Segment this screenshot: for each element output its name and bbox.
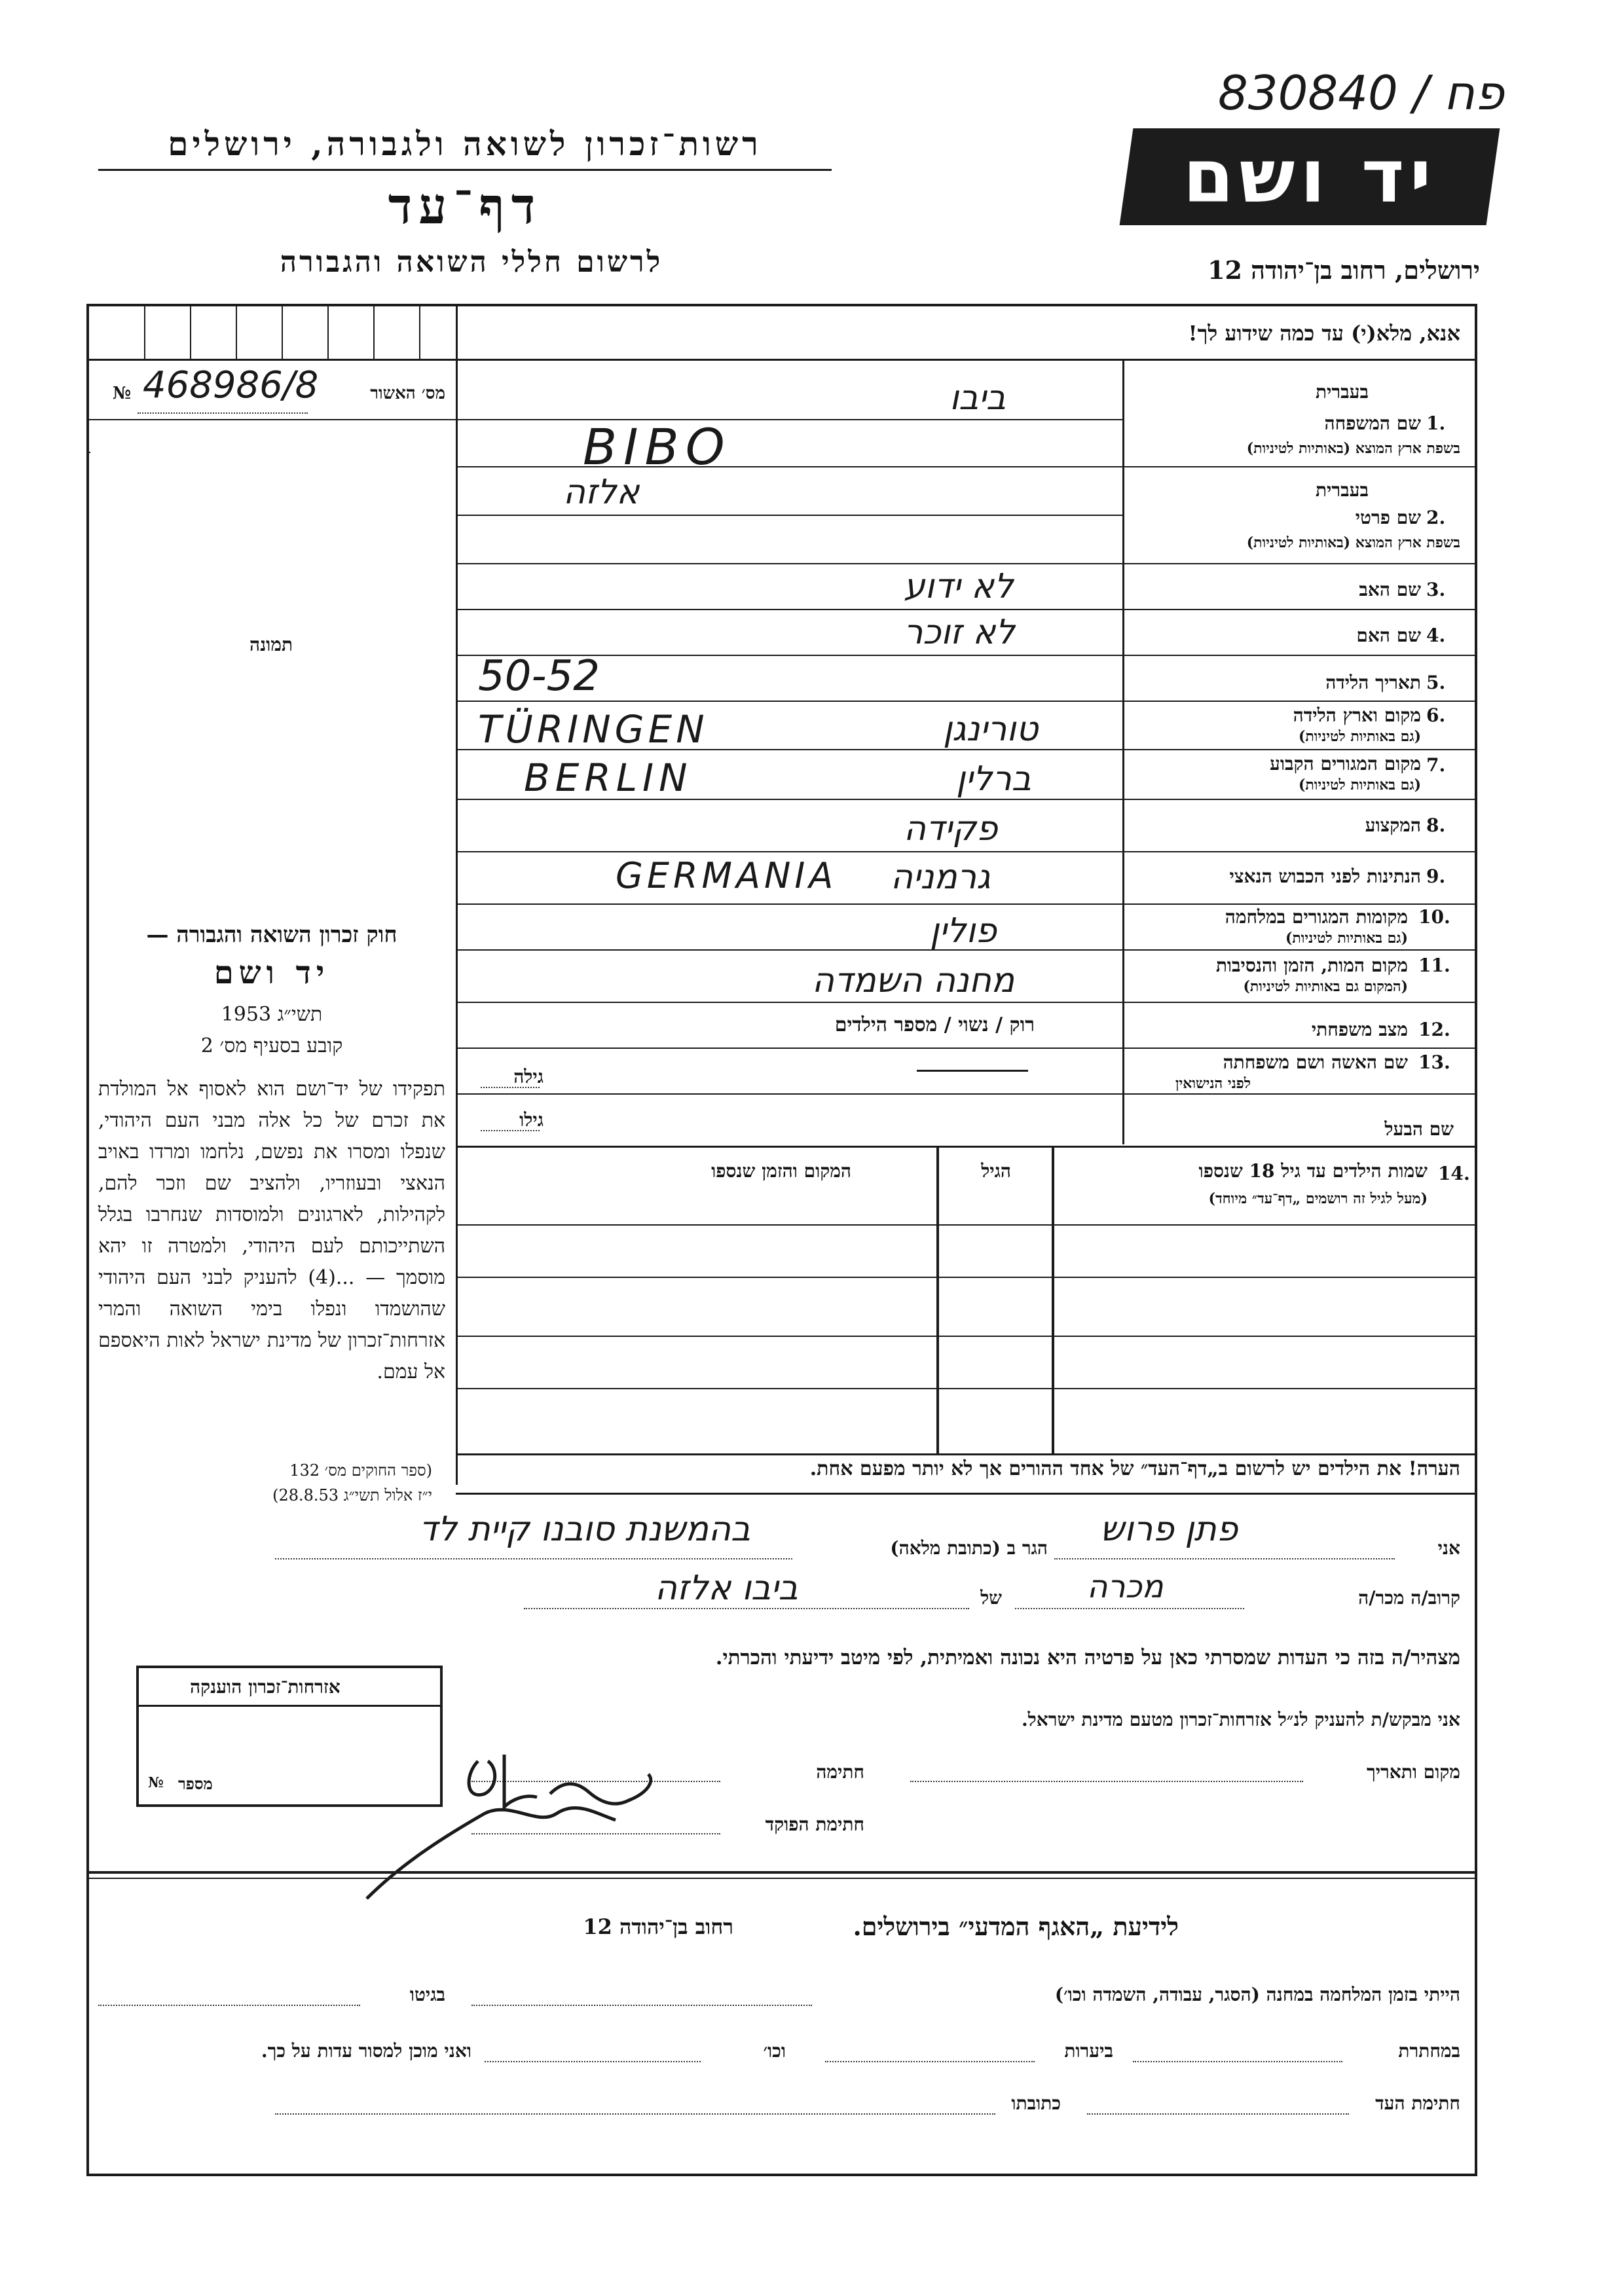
- etc-field[interactable]: [485, 2061, 701, 2062]
- field-7-label: מקום המגורים הקבוע: [1270, 753, 1421, 774]
- relation-value[interactable]: מכרה: [1087, 1569, 1164, 1605]
- field-11-sub: (המקום גם באותיות לטיניות): [1243, 978, 1408, 995]
- field-11-label: מקום המות, הזמן והנסיבות: [1215, 955, 1408, 976]
- field-10-label: מקומות המגורים במלחמה: [1225, 906, 1408, 928]
- archive-line2-b: ביערות: [1064, 2040, 1113, 2062]
- form-title: דף־עד: [388, 177, 542, 235]
- field-7-value-latin[interactable]: BERLIN: [524, 756, 693, 800]
- registration-number[interactable]: 468986/8: [143, 364, 319, 407]
- field-6-value-latin[interactable]: TÜRINGEN: [478, 707, 709, 752]
- family-status-options[interactable]: רוק / נשוי / מספר הילדים: [834, 1013, 1035, 1036]
- field-3-value[interactable]: לא ידוע: [904, 567, 1014, 606]
- wife-age-field[interactable]: [481, 1087, 540, 1088]
- field-6-label: מקום וארץ הלידה: [1293, 704, 1421, 726]
- declaration-request: אני מבקש/ת להעניק לנ״ל אזרחות־זכרון מטעם מדינת ישראל.: [1021, 1709, 1460, 1730]
- archive-title: לידיעת „האגף המדעי״ בירושלים.: [853, 1912, 1179, 1941]
- field-10-number: 10.: [1418, 906, 1450, 928]
- instruction: אנא, מלא(י) עד כמה שידוע לך!: [1188, 321, 1460, 346]
- declarant-address[interactable]: בהמשנת סובנו קיית לד: [419, 1510, 751, 1549]
- declarant-address-field[interactable]: [275, 1558, 792, 1559]
- law-year: תשי״ג 1953: [221, 1003, 323, 1026]
- field-1-number: 1.: [1426, 412, 1446, 434]
- declarant-name-field[interactable]: [1054, 1558, 1395, 1559]
- field-6-sub: (גם באותיות לטיניות): [1298, 728, 1421, 745]
- husband-name-label: שם הבעל: [1384, 1118, 1454, 1140]
- field-9-value-latin[interactable]: GERMANIA: [616, 855, 838, 896]
- field-2-number: 2.: [1426, 507, 1446, 528]
- husband-age-label: גילו: [519, 1109, 544, 1131]
- officer-signature-label: חתימת הפוקד: [765, 1813, 864, 1835]
- relation-field[interactable]: [1015, 1608, 1244, 1609]
- registration-number-symbol: №: [113, 384, 132, 403]
- of-value[interactable]: ביבו אלזה: [655, 1569, 798, 1608]
- field-5-number: 5.: [1426, 672, 1446, 693]
- address: ירושלים, רחוב בן־יהודה 12: [1208, 255, 1480, 285]
- box-number-symbol: №: [148, 1774, 164, 1791]
- archive-line2-c: וכו׳: [763, 2040, 786, 2062]
- field-14-label: שמות הילדים עד גיל 18 שנספו: [1198, 1160, 1428, 1182]
- law-title: חוק זכרון השואה והגבורה —: [146, 922, 397, 948]
- field-10-sub: (גם באותיות לטיניות): [1285, 930, 1408, 947]
- law-clause: קובע בסעיף מס׳ 2: [200, 1034, 343, 1057]
- field-4-number: 4.: [1426, 625, 1446, 646]
- field-5-value[interactable]: 50-52: [478, 652, 600, 701]
- field-3-label: שם האב: [1359, 579, 1421, 600]
- law-ref-1: (ספר החוקים מס׳ 132: [289, 1461, 432, 1480]
- archive-line1-b: בגיטו: [409, 1984, 445, 2005]
- field-11-value[interactable]: מחנה השמדה: [812, 961, 1015, 1000]
- logo-text: יד ושם: [1183, 134, 1437, 219]
- field-4-value[interactable]: לא זוכר: [904, 613, 1015, 652]
- field-6-number: 6.: [1426, 704, 1446, 726]
- wife-age-label: גילה: [513, 1066, 544, 1087]
- field-2-sub: בשפת ארץ המוצא (באותיות לטיניות): [1246, 534, 1460, 551]
- field-7-number: 7.: [1426, 754, 1446, 776]
- field-8-value[interactable]: פקידה: [904, 809, 998, 848]
- field-7-value-hebrew[interactable]: ברלין: [956, 759, 1031, 799]
- archive-line2-a: במחתרת: [1398, 2040, 1460, 2062]
- place-date-label: מקום ותאריך: [1366, 1761, 1460, 1783]
- field-9-label: הנתינות לפני הכבוש הנאצי: [1229, 866, 1421, 887]
- declaration-of: של: [980, 1587, 1002, 1609]
- hebrew-tag-2: בעברית: [1315, 479, 1369, 501]
- field-10-value[interactable]: פולין: [930, 911, 997, 951]
- field-1-value-hebrew[interactable]: ביבו: [950, 378, 1006, 418]
- witness-signature-field[interactable]: [1087, 2113, 1349, 2115]
- field-1-sub: בשפת ארץ המוצא (באותיות לטיניות): [1246, 440, 1460, 457]
- form-subtitle: לרשום חללי השואה והגבורה: [280, 246, 663, 279]
- declarant-name[interactable]: פתן פרוש: [1100, 1510, 1238, 1549]
- field-8-number: 8.: [1426, 814, 1446, 836]
- declaration-i: אני: [1437, 1537, 1460, 1559]
- archive-address: רחוב בן־יהודה 12: [583, 1914, 733, 1939]
- law-name: יד ושם: [213, 955, 330, 991]
- children-note: הערה! את הילדים יש לרשום ב„דף־העד״ של אחד ההורים אך לא יותר מפעם אחת.: [809, 1457, 1460, 1480]
- box-number-label: מספר: [178, 1774, 213, 1793]
- field-1-value-latin[interactable]: BIBO: [583, 418, 731, 476]
- field-12-number: 12.: [1418, 1019, 1450, 1040]
- law-ref-2: י״ז אלול תשי״ג 28.8.53): [272, 1486, 432, 1504]
- children-col-place: המקום והזמן שנספו: [711, 1160, 851, 1182]
- field-14-number: 14.: [1438, 1163, 1470, 1184]
- field-1-label: שם המשפחה: [1324, 412, 1421, 434]
- camp-field[interactable]: [471, 2005, 812, 2006]
- field-4-label: שם האם: [1356, 625, 1421, 646]
- field-9-number: 9.: [1426, 866, 1446, 887]
- of-field[interactable]: [524, 1608, 969, 1609]
- children-col-age: הגיל: [981, 1160, 1011, 1182]
- field-13-label: שם האשה ושם משפחתה: [1223, 1051, 1408, 1073]
- declaration-relative: קרוב/ה מכר/ה: [1358, 1587, 1460, 1609]
- field-2-label: שם פרטי: [1355, 507, 1421, 528]
- handwritten-record-number: 830840 / פח: [1218, 65, 1504, 120]
- box-title: אזרחות־זכרון הוענקה: [190, 1676, 341, 1698]
- field-13-sub: לפני הנישואין: [1175, 1075, 1251, 1092]
- field-11-number: 11.: [1418, 955, 1450, 976]
- law-text: תפקידו של יד־ושם הוא לאסוף אל המולדת את זכרם של כל אלה מבני העם היהודי, שנפלו ומסרו את נפשם, נלחמו ומרדו באויב הנאצי ובעוזריו, ולהציב שם וזכר להם, לקהילות, לארגונים ולמוסדות שנחרבו בגלל השתייכותם לעם היהודי, ולמטרה זו יהא מוסמך — ...(4) להעניק לבני העם היהודי שהושמדו ונפלו בימי השואה והמרי אזרחות־זכרון של מדינת ישראל לאות היאספם אל עמם.: [98, 1078, 445, 1383]
- archive-line1-a: הייתי בזמן המלחמה במחנה (הסגר, עבודה, השמדה וכו׳): [1054, 1984, 1460, 2005]
- archive-line3-b: כתובתו: [1011, 2092, 1061, 2114]
- witness-address-field[interactable]: [275, 2113, 995, 2115]
- declaration-resides: הגר ב (כתובת מלאה): [890, 1537, 1048, 1559]
- archive-line3-a: חתימת העד: [1375, 2092, 1460, 2114]
- field-6-value-hebrew[interactable]: טורינגן: [943, 710, 1039, 749]
- field-9-value-hebrew[interactable]: גרמניה: [891, 858, 991, 897]
- field-8-label: המקצוע: [1365, 814, 1421, 836]
- field-12-label: מצב משפחתי: [1311, 1019, 1408, 1040]
- forests-field[interactable]: [825, 2061, 1035, 2062]
- field-3-number: 3.: [1426, 579, 1446, 600]
- hebrew-tag-1: בעברית: [1315, 381, 1369, 403]
- field-2-value-hebrew[interactable]: אלזה: [563, 473, 640, 512]
- authority-name: רשות־זכרון לשואה ולגבורה, ירושלים: [168, 124, 762, 163]
- field-14-sub: (מעל לגיל זה רושמים „דף־עד״ מיוחד): [1208, 1190, 1428, 1207]
- husband-age-field[interactable]: [481, 1130, 540, 1131]
- signature-label: חתימה: [816, 1761, 864, 1783]
- underground-field[interactable]: [1133, 2061, 1342, 2062]
- yad-vashem-logo: [1120, 128, 1500, 225]
- place-date-field[interactable]: [910, 1781, 1303, 1782]
- archive-line2-d: ואני מוכן למסור עדות על כך.: [261, 2040, 471, 2062]
- handwritten-signature: [341, 1715, 733, 1912]
- declaration-statement: מצהיר/ה בזה כי העדות שמסרתי כאן על פרטיה היא נכונה ואמיתית, לפי מיטב ידיעתי והכרתי.: [715, 1646, 1460, 1669]
- registration-label: מס׳ האשור: [370, 384, 445, 403]
- photo-label: תמונה: [249, 634, 293, 655]
- field-5-label: תאריך הלידה: [1325, 672, 1421, 693]
- field-13-number: 13.: [1418, 1051, 1450, 1073]
- field-7-sub: (גם באותיות לטיניות): [1298, 776, 1421, 793]
- ghetto-field[interactable]: [98, 2005, 360, 2006]
